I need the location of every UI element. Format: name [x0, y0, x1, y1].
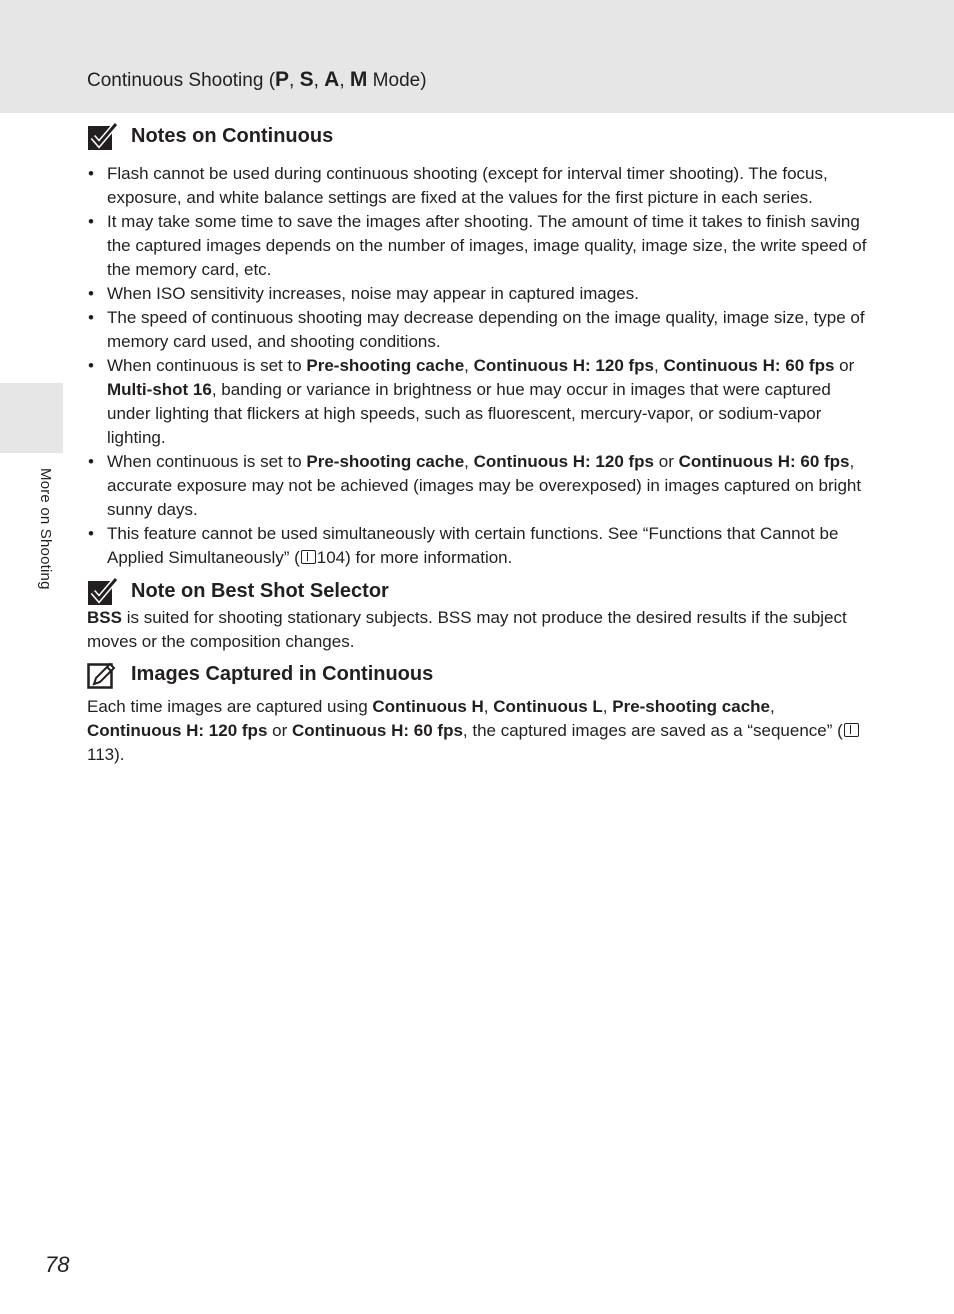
page-reference-link[interactable]: 104 [316, 548, 346, 567]
pencil-note-icon [87, 660, 118, 691]
page-reference-icon [301, 550, 316, 564]
bss-paragraph: BSS is suited for shooting stationary subjects. BSS may not produce the desired results if the subject moves or the composition changes. [87, 608, 847, 651]
mode-m-icon: M [349, 68, 368, 91]
notes-title: Notes on Continuous [131, 125, 334, 147]
check-icon [87, 577, 118, 608]
bss-section [87, 575, 867, 654]
list-item: • It may take some time to save the images after shooting. The amount of time it takes to finish saving the captured images depends on the number of images, image quality, image size, the write speed of the memory card, etc. [87, 210, 867, 282]
images-heading [87, 658, 867, 692]
images-paragraph: Each time images are captured using Continuous H, Continuous L, Pre-shooting cache, Continuous H: 120 fps or Continuous H: 60 fps, the captured images are saved as a “sequence” (113). [87, 695, 867, 767]
chapter-tab [0, 383, 63, 453]
list-item: • When ISO sensitivity increases, noise may appear in captured images. [87, 282, 867, 306]
mode-a-icon: A [324, 68, 340, 91]
notes-section [87, 120, 867, 570]
page-header-title: Continuous Shooting (P, S, A, M Mode) [87, 68, 427, 91]
list-item: • When continuous is set to Pre-shooting cache, Continuous H: 120 fps, Continuous H: 60 fps or Multi-shot 16, banding or variance in brightness or hue may occur in images that were captured under lighting that flickers at high speeds, such as fluorescent, mercury-vapor, or sodium-vapor lighting. [87, 354, 867, 450]
list-item: • Flash cannot be used during continuous shooting (except for interval timer shooting). The focus, exposure, and white balance settings are fixed at the values for the first picture in each series. [87, 162, 867, 210]
check-icon [87, 122, 118, 153]
page-number: 78 [45, 1252, 70, 1277]
images-section [87, 658, 867, 767]
images-title: Images Captured in Continuous [131, 663, 434, 685]
chapter-label: More on Shooting [37, 468, 54, 590]
page-reference-link[interactable]: 113 [87, 745, 115, 764]
list-item: • This feature cannot be used simultaneously with certain functions. See “Functions that Cannot be Applied Simultaneously” ( 104) for more information. [87, 522, 867, 570]
bss-title: Note on Best Shot Selector [131, 580, 389, 602]
mode-p-icon: P [275, 68, 290, 91]
list-item: • When continuous is set to Pre-shooting cache, Continuous H: 120 fps or Continuous H: 60 fps, accurate exposure may not be achieved (images may be overexposed) in images captured on bright sunny days. [87, 450, 867, 522]
header-band [0, 0, 954, 113]
mode-s-icon: S [299, 68, 314, 91]
page-reference-icon [844, 723, 859, 737]
list-item: • The speed of continuous shooting may decrease depending on the image quality, image size, type of memory card used, and shooting conditions. [87, 306, 867, 354]
bss-heading [87, 575, 867, 609]
notes-list [87, 162, 867, 570]
notes-heading [87, 120, 867, 154]
